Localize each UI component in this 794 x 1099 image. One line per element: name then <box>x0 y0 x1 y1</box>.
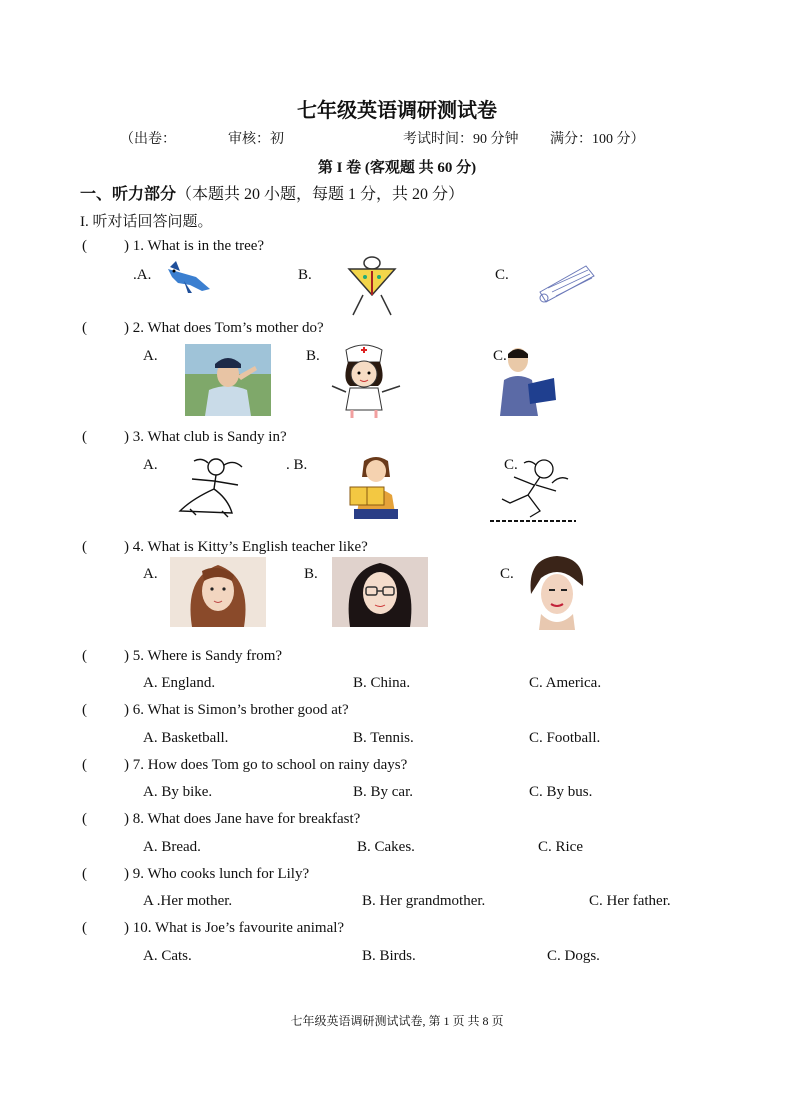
q3-option-a[interactable]: A. <box>143 457 158 473</box>
question-10 <box>82 920 344 937</box>
question-text: ) 10. What is Joe’s favourite animal? <box>124 920 345 936</box>
q5-option-a[interactable]: A. England. <box>143 675 216 691</box>
q9-option-b[interactable]: B. Her grandmother. <box>362 893 486 909</box>
question-text: ) 7. How does Tom go to school on rainy days? <box>124 757 408 773</box>
nurse-image <box>322 340 406 420</box>
dancing-girl-image <box>172 455 254 519</box>
part-heading: 第 I 卷 (客观题 共 60 分) <box>317 160 477 176</box>
question-text: ) 2. What does Tom’s mother do? <box>124 320 324 336</box>
section-note: （本题共 20 小题，每题 1 分，共 20 分） <box>176 186 465 203</box>
question-6 <box>82 702 349 719</box>
kite-image <box>345 255 399 317</box>
answer-blank[interactable]: ( <box>82 320 87 336</box>
q3-option-b[interactable]: . B. <box>286 457 308 473</box>
question-text: ) 9. Who cooks lunch for Lily? <box>124 866 310 882</box>
q9-option-a[interactable]: A .Her mother. <box>143 893 233 909</box>
question-text: ) 4. What is Kitty’s English teacher like? <box>124 539 368 555</box>
policewoman-image <box>185 344 271 416</box>
subsection-heading: I. 听对话回答问题。 <box>80 214 213 230</box>
q2-option-b[interactable]: B. <box>306 348 320 364</box>
answer-blank[interactable]: ( <box>82 757 87 773</box>
q7-option-b[interactable]: B. By car. <box>353 784 413 800</box>
question-2 <box>82 320 324 337</box>
q1-option-b[interactable]: B. <box>298 267 312 283</box>
shuttlecock-image <box>536 262 596 308</box>
meta-reviewer: 审核：初 <box>228 132 284 147</box>
answer-blank[interactable]: ( <box>82 920 87 936</box>
glasses-woman-image <box>332 557 428 627</box>
q2-option-a[interactable]: A. <box>143 348 158 364</box>
q4-option-c[interactable]: C. <box>500 566 514 582</box>
page-footer: 七年级英语调研测试试卷, 第 1 页 共 8 页 <box>290 1014 504 1028</box>
meta-author: （出卷： <box>120 132 176 147</box>
blue-bird-image <box>162 259 214 295</box>
answer-blank[interactable]: ( <box>82 811 87 827</box>
q8-option-c[interactable]: C. Rice <box>538 839 583 855</box>
q2-option-c[interactable]: C. <box>493 348 507 364</box>
question-text: ) 1. What is in the tree? <box>124 238 265 254</box>
q10-option-b[interactable]: B. Birds. <box>362 948 416 964</box>
question-5 <box>82 648 282 665</box>
q6-option-b[interactable]: B. Tennis. <box>353 730 414 746</box>
answer-blank[interactable]: ( <box>82 702 87 718</box>
q6-option-c[interactable]: C. Football. <box>529 730 601 746</box>
question-text: ) 6. What is Simon’s brother good at? <box>124 702 349 718</box>
q4-option-a[interactable]: A. <box>143 566 158 582</box>
section-heading <box>80 181 464 204</box>
q8-option-a[interactable]: A. Bread. <box>143 839 201 855</box>
q9-option-c[interactable]: C. Her father. <box>589 893 671 909</box>
question-text: ) 3. What club is Sandy in? <box>124 429 287 445</box>
running-boy-image <box>490 455 576 523</box>
q5-option-c[interactable]: C. America. <box>529 675 602 691</box>
question-4 <box>82 539 368 556</box>
q6-option-a[interactable]: A. Basketball. <box>143 730 229 746</box>
q8-option-b[interactable]: B. Cakes. <box>357 839 415 855</box>
page-title: 七年级英语调研测试卷 <box>297 100 497 122</box>
q1-option-c[interactable]: C. <box>495 267 509 283</box>
long-hair-woman-image <box>170 557 266 627</box>
q3-option-c[interactable]: C. <box>504 457 518 473</box>
answer-blank[interactable]: ( <box>82 429 87 445</box>
q5-option-b[interactable]: B. China. <box>353 675 411 691</box>
q7-option-a[interactable]: A. By bike. <box>143 784 213 800</box>
question-1 <box>82 238 264 255</box>
q4-option-b[interactable]: B. <box>304 566 318 582</box>
question-text: ) 5. Where is Sandy from? <box>124 648 283 664</box>
meta-score: 满分：100 分） <box>550 132 645 147</box>
question-text: ) 8. What does Jane have for breakfast? <box>124 811 361 827</box>
answer-blank[interactable]: ( <box>82 539 87 555</box>
meta-time: 考试时间：90 分钟 <box>403 132 519 147</box>
section-name: 一、听力部分 <box>80 186 177 203</box>
q10-option-c[interactable]: C. Dogs. <box>547 948 600 964</box>
q7-option-c[interactable]: C. By bus. <box>529 784 593 800</box>
question-9 <box>82 866 309 883</box>
q1-option-a[interactable]: .A. <box>133 267 152 283</box>
answer-blank[interactable]: ( <box>82 648 87 664</box>
question-3 <box>82 429 287 446</box>
reading-girl-image <box>346 455 408 519</box>
short-hair-woman-image <box>517 552 595 630</box>
question-8 <box>82 811 360 828</box>
answer-blank[interactable]: ( <box>82 866 87 882</box>
q10-option-a[interactable]: A. Cats. <box>143 948 192 964</box>
question-7 <box>82 757 407 774</box>
answer-blank[interactable]: ( <box>82 238 87 254</box>
office-worker-image <box>494 344 560 416</box>
